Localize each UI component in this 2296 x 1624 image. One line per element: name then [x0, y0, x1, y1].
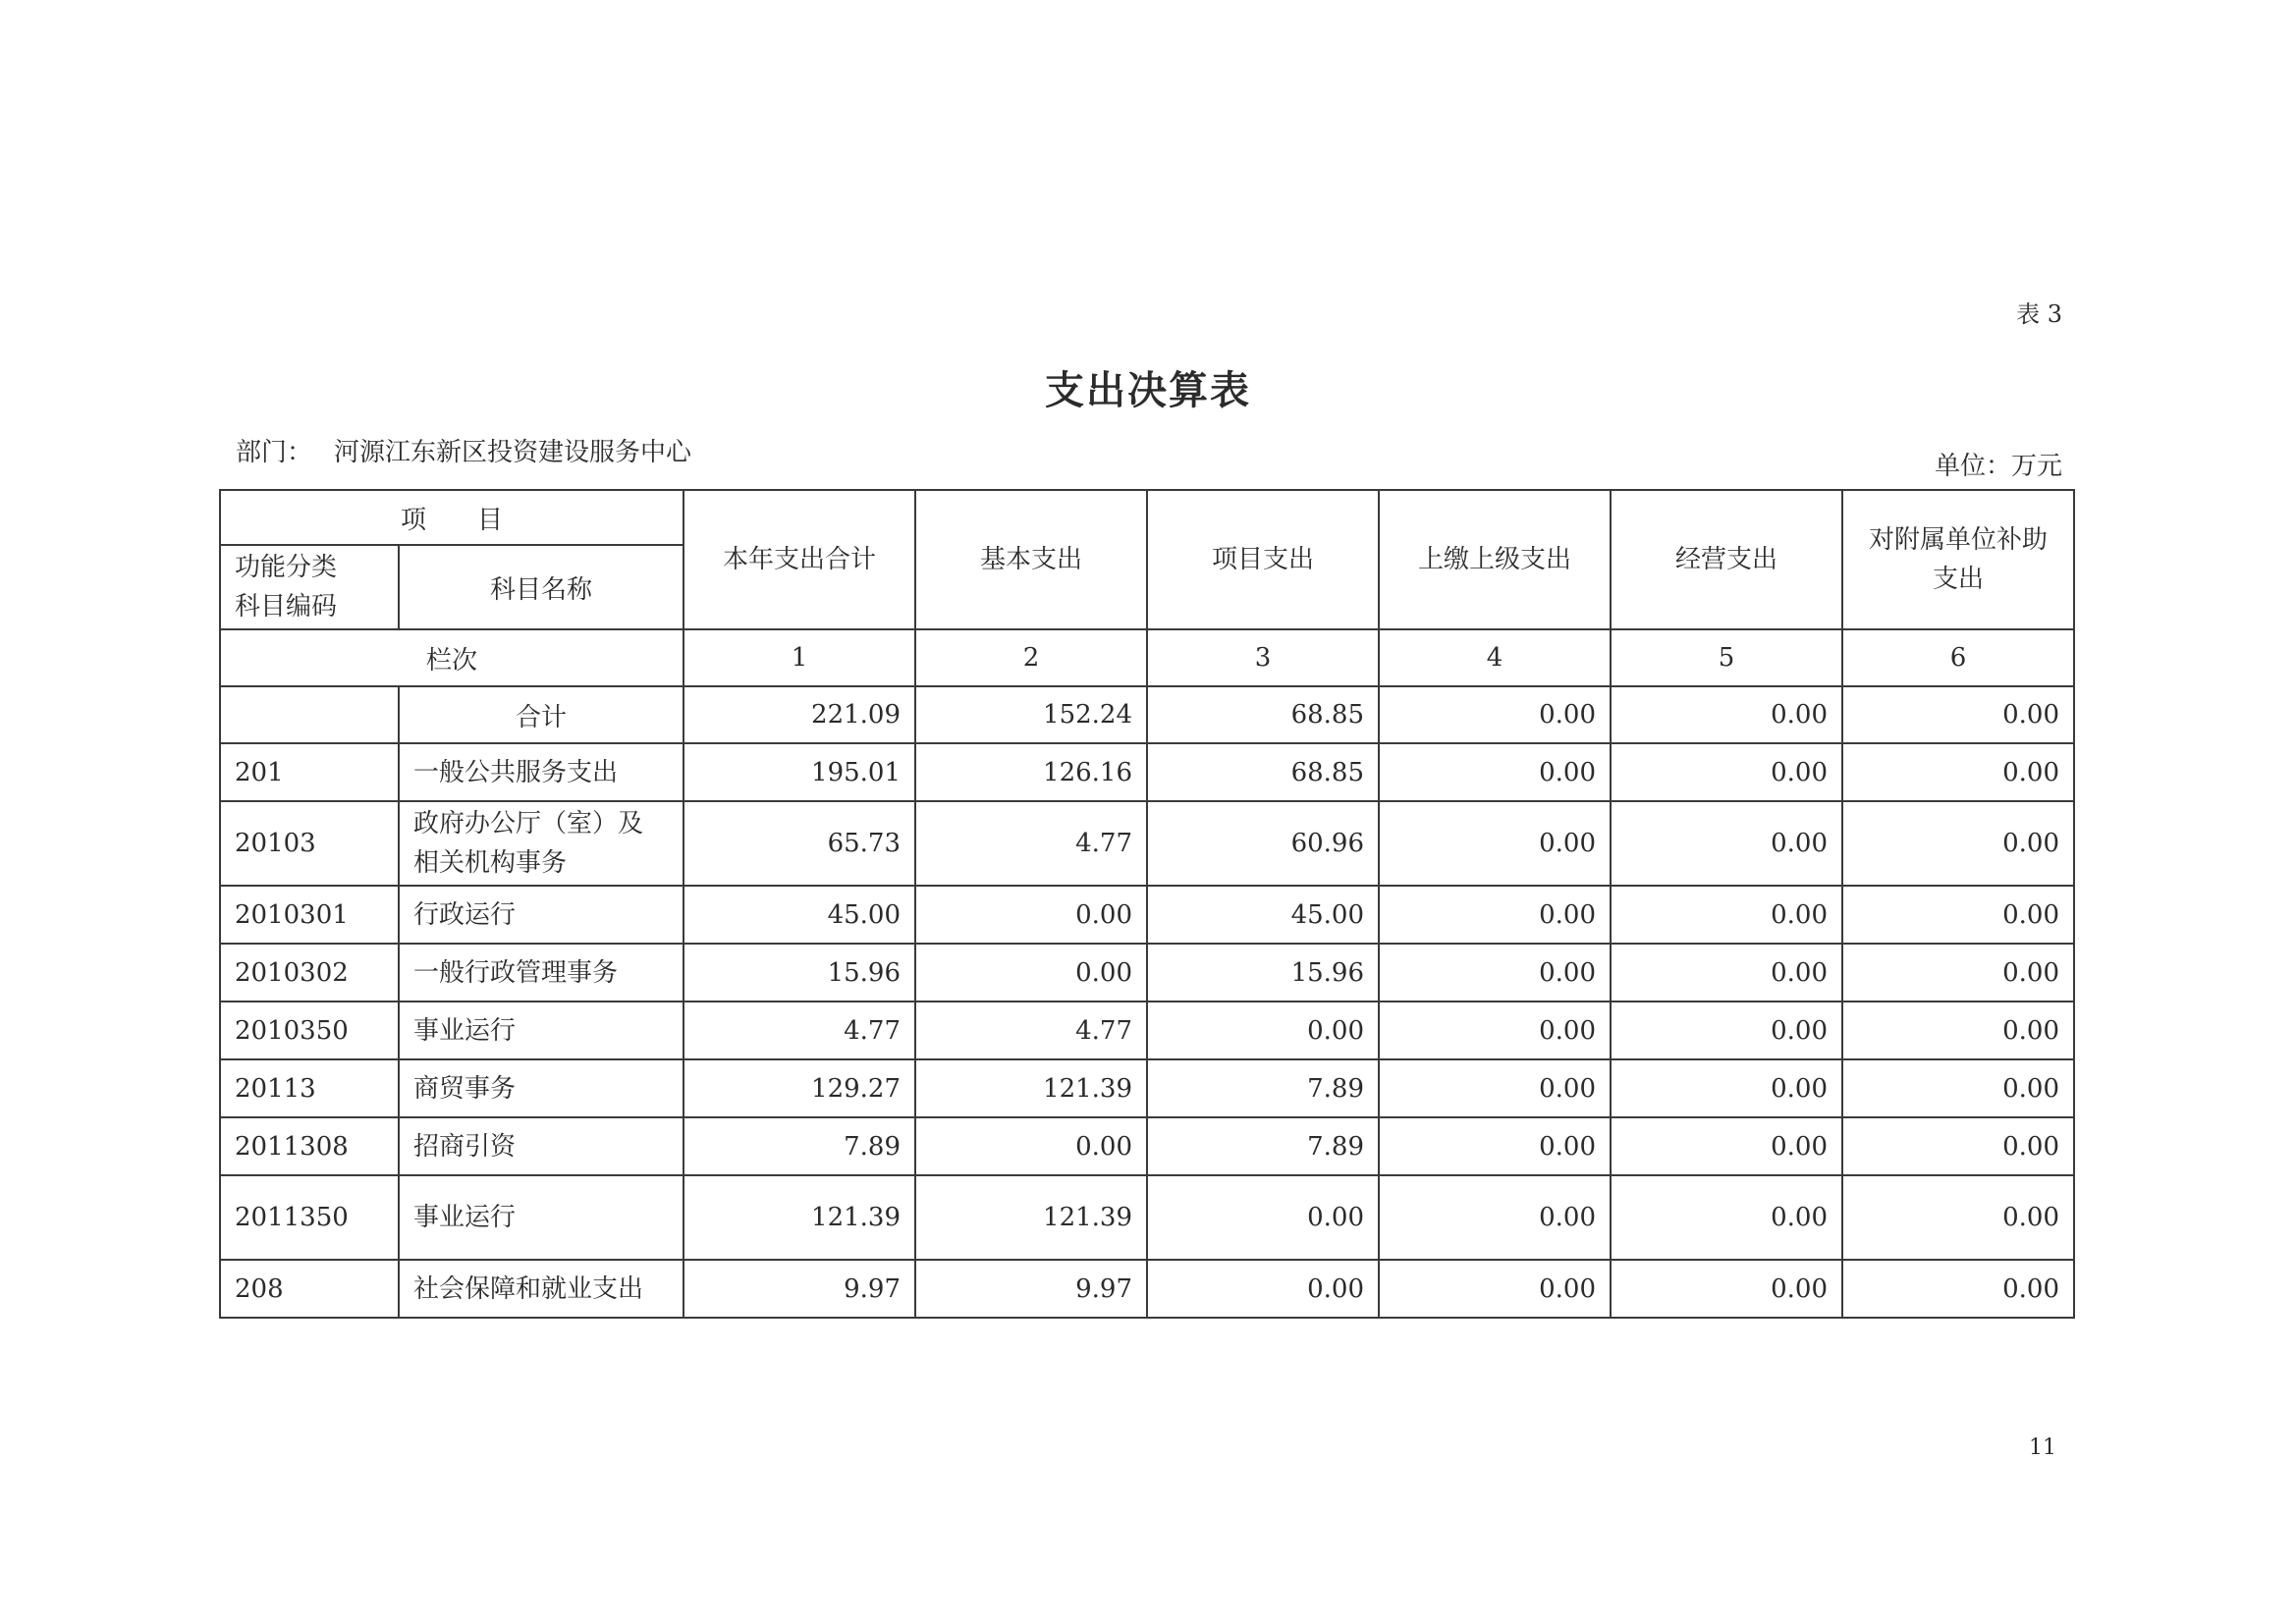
row-code: 2010350	[220, 1001, 399, 1059]
page-number: 11	[2029, 1435, 2056, 1460]
table-row	[220, 1175, 2074, 1260]
row-code: 20113	[220, 1059, 399, 1117]
table-row	[220, 1260, 2074, 1318]
row-value-5: 0.00	[1611, 886, 1842, 944]
total-value-5: 0.00	[1611, 686, 1842, 743]
column-number-4: 4	[1379, 629, 1611, 686]
row-value-2: 126.16	[915, 743, 1147, 801]
row-value-2: 9.97	[915, 1260, 1147, 1318]
department-line	[236, 432, 691, 468]
column-number-2: 2	[915, 629, 1147, 686]
total-value-2: 152.24	[915, 686, 1147, 743]
row-value-1: 7.89	[683, 1117, 915, 1175]
row-value-4: 0.00	[1379, 743, 1611, 801]
row-value-3: 68.85	[1147, 743, 1379, 801]
row-name: 行政运行	[399, 886, 683, 944]
row-value-5: 0.00	[1611, 1260, 1842, 1318]
header-col-4: 上缴上级支出	[1379, 490, 1611, 629]
row-value-2: 0.00	[915, 944, 1147, 1001]
row-value-3: 0.00	[1147, 1001, 1379, 1059]
row-value-5: 0.00	[1611, 1117, 1842, 1175]
row-value-3: 7.89	[1147, 1059, 1379, 1117]
unit-label: 单位：万元	[1934, 452, 2062, 481]
row-name: 社会保障和就业支出	[399, 1260, 683, 1318]
row-code: 201	[220, 743, 399, 801]
column-number-3: 3	[1147, 629, 1379, 686]
row-value-3: 0.00	[1147, 1260, 1379, 1318]
row-value-3: 0.00	[1147, 1175, 1379, 1260]
expenditure-table	[219, 489, 2075, 1319]
row-name: 事业运行	[399, 1001, 683, 1059]
row-value-2: 121.39	[915, 1175, 1147, 1260]
header-name: 科目名称	[399, 545, 683, 629]
row-value-4: 0.00	[1379, 1117, 1611, 1175]
header-col-6: 对附属单位补助 支出	[1842, 490, 2074, 629]
header-project: 项 目	[220, 490, 683, 545]
header-code: 功能分类 科目编码	[220, 545, 399, 629]
row-value-5: 0.00	[1611, 1059, 1842, 1117]
department-label: 部门：	[236, 438, 313, 467]
row-value-1: 9.97	[683, 1260, 915, 1318]
page-title: 支出决算表	[1045, 368, 1251, 413]
row-code: 2011350	[220, 1175, 399, 1260]
row-code: 2010302	[220, 944, 399, 1001]
row-value-4: 0.00	[1379, 944, 1611, 1001]
column-number-1: 1	[683, 629, 915, 686]
row-value-2: 0.00	[915, 1117, 1147, 1175]
table-row	[220, 886, 2074, 944]
row-value-5: 0.00	[1611, 801, 1842, 886]
row-value-2: 121.39	[915, 1059, 1147, 1117]
row-value-6: 0.00	[1842, 1117, 2074, 1175]
row-value-5: 0.00	[1611, 1175, 1842, 1260]
total-value-6: 0.00	[1842, 686, 2074, 743]
row-value-3: 15.96	[1147, 944, 1379, 1001]
row-value-5: 0.00	[1611, 743, 1842, 801]
row-value-5: 0.00	[1611, 944, 1842, 1001]
total-code	[220, 686, 399, 743]
column-number-5: 5	[1611, 629, 1842, 686]
row-value-3: 7.89	[1147, 1117, 1379, 1175]
row-name: 一般行政管理事务	[399, 944, 683, 1001]
row-value-6: 0.00	[1842, 1175, 2074, 1260]
row-name: 商贸事务	[399, 1059, 683, 1117]
header-column-index-label: 栏次	[220, 629, 683, 686]
row-value-1: 65.73	[683, 801, 915, 886]
row-code: 208	[220, 1260, 399, 1318]
row-value-4: 0.00	[1379, 886, 1611, 944]
total-value-4: 0.00	[1379, 686, 1611, 743]
table-row	[220, 801, 2074, 886]
row-value-4: 0.00	[1379, 1059, 1611, 1117]
table-row	[220, 1001, 2074, 1059]
row-value-6: 0.00	[1842, 743, 2074, 801]
table-label: 表 3	[2016, 300, 2062, 328]
total-value-1: 221.09	[683, 686, 915, 743]
row-value-4: 0.00	[1379, 1001, 1611, 1059]
row-value-6: 0.00	[1842, 1001, 2074, 1059]
row-value-1: 45.00	[683, 886, 915, 944]
header-col-3: 项目支出	[1147, 490, 1379, 629]
total-row	[220, 686, 2074, 743]
row-code: 2010301	[220, 886, 399, 944]
table-row	[220, 1117, 2074, 1175]
row-value-6: 0.00	[1842, 801, 2074, 886]
row-value-1: 121.39	[683, 1175, 915, 1260]
row-name: 政府办公厅（室）及 相关机构事务	[399, 801, 683, 886]
row-value-6: 0.00	[1842, 1059, 2074, 1117]
row-value-1: 195.01	[683, 743, 915, 801]
row-value-4: 0.00	[1379, 1260, 1611, 1318]
header-col-2: 基本支出	[915, 490, 1147, 629]
row-name: 招商引资	[399, 1117, 683, 1175]
row-value-5: 0.00	[1611, 1001, 1842, 1059]
column-number-6: 6	[1842, 629, 2074, 686]
row-value-6: 0.00	[1842, 886, 2074, 944]
row-value-4: 0.00	[1379, 1175, 1611, 1260]
department-name: 河源江东新区投资建设服务中心	[334, 438, 692, 467]
header-row-index	[220, 629, 2074, 686]
row-value-4: 0.00	[1379, 801, 1611, 886]
row-value-2: 0.00	[915, 886, 1147, 944]
table-row	[220, 944, 2074, 1001]
row-value-1: 4.77	[683, 1001, 915, 1059]
total-value-3: 68.85	[1147, 686, 1379, 743]
row-value-6: 0.00	[1842, 1260, 2074, 1318]
row-value-2: 4.77	[915, 1001, 1147, 1059]
row-code: 20103	[220, 801, 399, 886]
header-row-project	[220, 490, 2074, 545]
total-name: 合计	[399, 686, 683, 743]
row-value-3: 60.96	[1147, 801, 1379, 886]
header-col-5: 经营支出	[1611, 490, 1842, 629]
row-value-1: 129.27	[683, 1059, 915, 1117]
row-name: 一般公共服务支出	[399, 743, 683, 801]
row-value-3: 45.00	[1147, 886, 1379, 944]
header-col-1: 本年支出合计	[683, 490, 915, 629]
row-value-6: 0.00	[1842, 944, 2074, 1001]
row-name: 事业运行	[399, 1175, 683, 1260]
row-value-1: 15.96	[683, 944, 915, 1001]
row-value-2: 4.77	[915, 801, 1147, 886]
table-row	[220, 1059, 2074, 1117]
row-code: 2011308	[220, 1117, 399, 1175]
table-row	[220, 743, 2074, 801]
